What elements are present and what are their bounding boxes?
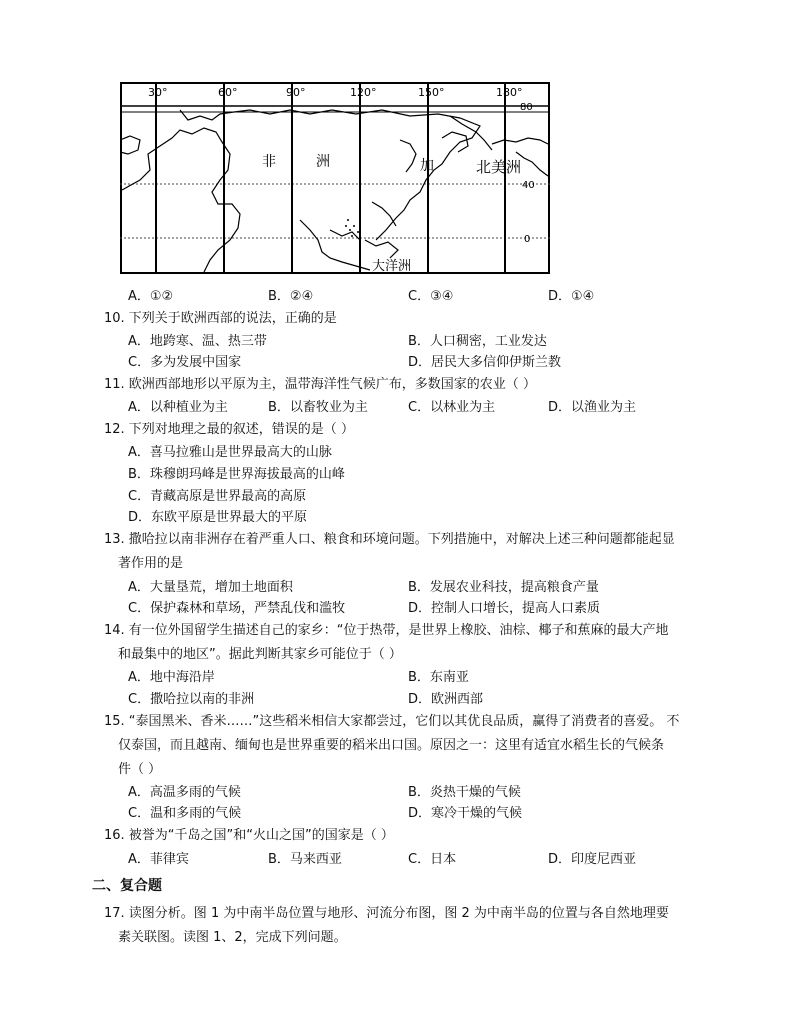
q14-option-d[interactable]: D．欧洲西部 — [408, 692, 484, 707]
q10-option-c[interactable]: C．多为发展中国家 — [128, 355, 242, 370]
q10-option-a[interactable]: A．地跨寒、温、热三带 — [128, 334, 267, 349]
longitude-label: 60° — [218, 86, 238, 99]
longitude-label: 180° — [496, 86, 523, 99]
q13-option-d[interactable]: D．控制人口增长，提高人口素质 — [408, 601, 601, 616]
map-region-label: 北美洲 — [476, 158, 522, 176]
q13-stem-line1: 13. 撒哈拉以南非洲存在着严重人口、粮食和环境问题。下列措施中，对解决上述三种问题都能起显 — [104, 532, 675, 547]
q12-stem: 12. 下列对地理之最的叙述，错误的是（ ） — [104, 422, 354, 437]
q14-stem-line1: 14. 有一位外国留学生描述自己的家乡：“位于热带，是世界上橡胶、油棕、椰子和蕉麻的最大产地 — [104, 623, 669, 638]
q10-stem: 10. 下列关于欧洲西部的说法，正确的是 — [104, 311, 337, 326]
map-region-label: 非 — [262, 154, 276, 170]
q14-option-a[interactable]: A．地中海沿岸 — [128, 670, 215, 685]
q9-option-c[interactable]: C．③④ — [408, 289, 454, 304]
asia-map-figure — [120, 80, 550, 276]
q13-option-b[interactable]: B．发展农业科技，提高粮食产量 — [408, 580, 599, 595]
q9-option-a[interactable]: A．①② — [128, 289, 174, 304]
q14-option-c[interactable]: C．撒哈拉以南的非洲 — [128, 692, 255, 707]
q11-stem: 11. 欧洲西部地形以平原为主，温带海洋性气候广布，多数国家的农业（ ） — [104, 377, 536, 392]
q15-stem-line2: 仅泰国，而且越南、缅甸也是世界重要的稻米出口国。原因之一：这里有适宜水稻生长的气候条 — [118, 738, 665, 753]
q14-stem-line2: 和最集中的地区”。据此判断其家乡可能位于（ ） — [118, 647, 402, 662]
q15-option-a[interactable]: A．高温多雨的气候 — [128, 785, 241, 800]
longitude-label: 120° — [350, 86, 377, 99]
q13-option-a[interactable]: A．大量垦荒，增加土地面积 — [128, 580, 293, 595]
q15-option-d[interactable]: D．寒冷干燥的气候 — [408, 806, 523, 821]
q15-stem-line1: 15. “泰国黑米、香米……”这些稻米相信大家都尝过，它们以其优良品质，赢得了消费者的喜爱。 不 — [104, 714, 680, 729]
q17-stem-line1: 17. 读图分析。图 1 为中南半岛位置与地形、河流分布图，图 2 为中南半岛的位置与各自然地理要 — [104, 906, 669, 921]
q16-option-a[interactable]: A．菲律宾 — [128, 852, 189, 867]
q11-option-b[interactable]: B．以畜牧业为主 — [268, 400, 368, 415]
longitude-label: 150° — [418, 86, 445, 99]
q15-stem-line3: 件（ ） — [118, 762, 162, 777]
latitude-label: 80 — [520, 102, 533, 113]
q12-option-c[interactable]: C．青藏高原是世界最高的高原 — [128, 489, 307, 504]
latitude-label: 0 — [524, 234, 531, 245]
q10-option-d[interactable]: D．居民大多信仰伊斯兰教 — [408, 355, 562, 370]
q15-option-b[interactable]: B．炎热干燥的气候 — [408, 785, 521, 800]
section-heading: 二、复合题 — [92, 878, 162, 894]
q16-option-c[interactable]: C．日本 — [408, 852, 457, 867]
q14-option-b[interactable]: B．东南亚 — [408, 670, 469, 685]
q10-option-b[interactable]: B．人口稠密，工业发达 — [408, 334, 547, 349]
q16-stem: 16. 被誉为“千岛之国”和“火山之国”的国家是（ ） — [104, 828, 394, 843]
q12-option-d[interactable]: D．东欧平原是世界最大的平原 — [128, 510, 308, 525]
q12-option-a[interactable]: A．喜马拉雅山是世界最高大的山脉 — [128, 445, 332, 460]
q12-option-b[interactable]: B．珠穆朗玛峰是世界海拔最高的山峰 — [128, 467, 345, 482]
q17-stem-line2: 素关联图。读图 1、2，完成下列问题。 — [118, 930, 347, 945]
q11-option-d[interactable]: D．以渔业为主 — [548, 400, 637, 415]
map-region-label: 洲 — [316, 154, 330, 170]
map-region-label: 加 — [420, 158, 434, 174]
latitude-label: 40 — [522, 180, 535, 191]
q15-option-c[interactable]: C．温和多雨的气候 — [128, 806, 242, 821]
q9-option-d[interactable]: D．①④ — [548, 289, 595, 304]
q13-option-c[interactable]: C．保护森林和草场，严禁乱伐和滥牧 — [128, 601, 346, 616]
longitude-label: 30° — [148, 86, 168, 99]
q13-stem-line2: 著作用的是 — [118, 556, 184, 571]
q11-option-a[interactable]: A．以种植业为主 — [128, 400, 228, 415]
map-region-label: 大洋洲 — [372, 259, 412, 274]
longitude-label: 90° — [286, 86, 306, 99]
q11-option-c[interactable]: C．以林业为主 — [408, 400, 496, 415]
q9-option-b[interactable]: B．②④ — [268, 289, 314, 304]
q16-option-b[interactable]: B．马来西亚 — [268, 852, 342, 867]
q16-option-d[interactable]: D．印度尼西亚 — [548, 852, 637, 867]
